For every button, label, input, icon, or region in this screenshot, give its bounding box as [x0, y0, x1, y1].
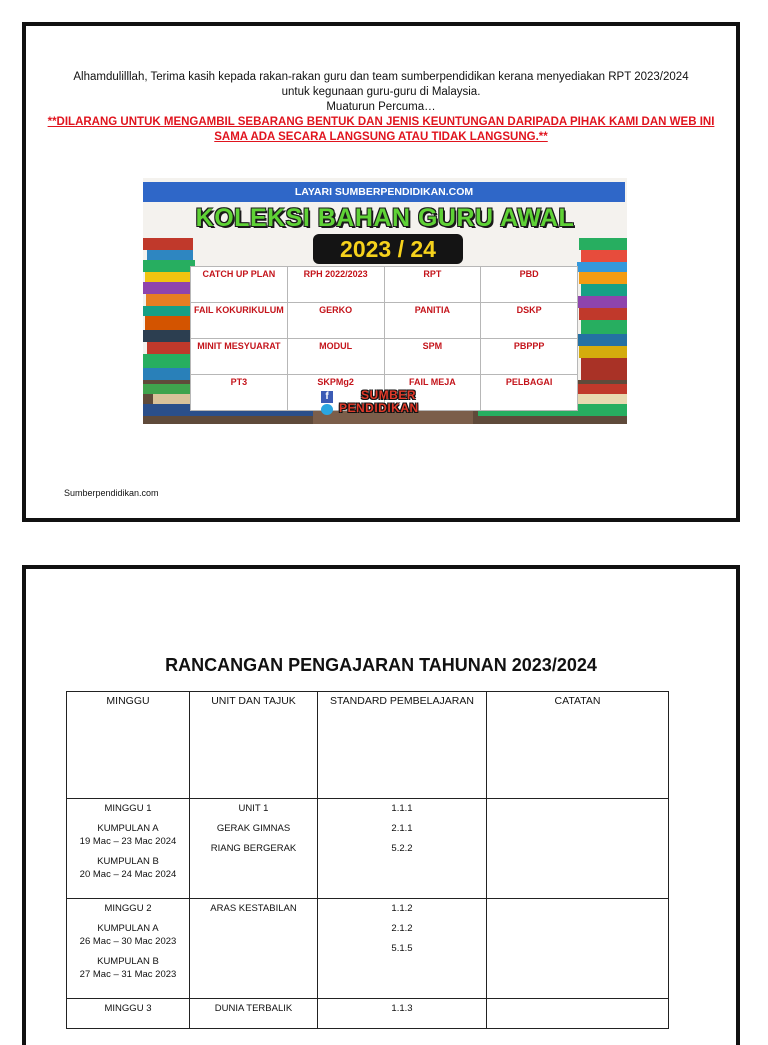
week-label: MINGGU 1 — [104, 803, 152, 814]
unit-cell — [190, 899, 318, 999]
header-catatan: CATATAN — [487, 692, 669, 799]
table-row — [67, 799, 669, 899]
banner-title: KOLEKSI BAHAN GURU AWAL — [195, 204, 575, 232]
group-b-label: KUMPULAN B — [97, 956, 159, 967]
banner-url-bar: LAYARI SUMBERPENDIDIKAN.COM — [143, 182, 625, 202]
table-row — [67, 999, 669, 1029]
grid-cell: MODUL — [287, 339, 384, 375]
unit-line: DUNIA TERBALIK — [214, 1003, 293, 1014]
intro-text — [26, 70, 736, 145]
sumber-pendidikan-logo — [321, 389, 459, 415]
header-unit: UNIT DAN TAJUK — [190, 692, 318, 799]
header-standard: STANDARD PEMBELAJARAN — [318, 692, 487, 799]
rpt-page — [22, 565, 740, 1045]
catatan-cell — [487, 999, 669, 1029]
standard-code: 2.1.1 — [391, 823, 413, 834]
group-b-date: 27 Mac – 31 Mac 2023 — [79, 969, 177, 980]
grid-cell: CATCH UP PLAN — [191, 267, 288, 303]
grid-row — [191, 267, 578, 303]
week-label: MINGGU 3 — [104, 1003, 152, 1014]
unit-line: RIANG BERGERAK — [210, 843, 297, 854]
grid-cell: PT3 — [191, 375, 288, 411]
grid-cell: DSKP — [481, 303, 578, 339]
grid-cell: FAIL MEJA — [384, 375, 481, 411]
grid-cell: GERKO — [287, 303, 384, 339]
footer-site: Sumberpendidikan.com — [64, 488, 159, 498]
minggu-cell — [67, 799, 190, 899]
standard-code: 1.1.2 — [391, 903, 413, 914]
unit-line: UNIT 1 — [238, 803, 269, 814]
standard-cell — [318, 999, 487, 1029]
facebook-icon: f — [321, 391, 333, 403]
grid-row — [191, 303, 578, 339]
grid-cell: SPM — [384, 339, 481, 375]
grid-cell: PELBAGAI — [481, 375, 578, 411]
standard-cell — [318, 899, 487, 999]
group-b-date: 20 Mac – 24 Mac 2024 — [79, 869, 177, 880]
grid-cell: MINIT MESYUARAT — [191, 339, 288, 375]
catatan-cell — [487, 799, 669, 899]
standard-code: 5.2.2 — [391, 843, 413, 854]
cover-page — [22, 22, 740, 522]
grid-row — [191, 339, 578, 375]
unit-cell — [190, 799, 318, 899]
logo-line-1: SUMBER — [361, 388, 417, 402]
banner-year: 2023 / 24 — [313, 234, 463, 264]
week-label: MINGGU 2 — [104, 903, 152, 914]
standard-code: 1.1.3 — [391, 1003, 413, 1014]
intro-line-2: untuk kegunaan guru-guru di Malaysia. — [281, 86, 481, 98]
group-a-label: KUMPULAN A — [97, 923, 159, 934]
table-row — [67, 899, 669, 999]
standard-code: 5.1.5 — [391, 943, 413, 954]
minggu-cell — [67, 999, 190, 1029]
grid-cell: SKPMg2 — [287, 375, 384, 411]
rpt-table — [66, 691, 669, 1029]
unit-line: GERAK GIMNAS — [216, 823, 291, 834]
grid-cell: FAIL KOKURIKULUM — [191, 303, 288, 339]
unit-cell — [190, 999, 318, 1029]
header-minggu: MINGGU — [67, 692, 190, 799]
warning-line-2: SAMA ADA SECARA LANGSUNG ATAU TIDAK LANGSUNG.** — [214, 131, 548, 143]
group-a-date: 26 Mac – 30 Mac 2023 — [79, 936, 177, 947]
table-header-row — [67, 692, 669, 799]
intro-line-1: Alhamdulilllah, Terima kasih kepada rakan-rakan guru dan team sumberpendidikan kerana menyediakan RPT 2023/2024 — [73, 71, 689, 83]
grid-cell: PBD — [481, 267, 578, 303]
grid-cell: RPH 2022/2023 — [287, 267, 384, 303]
standard-code: 1.1.1 — [391, 803, 413, 814]
catatan-cell — [487, 899, 669, 999]
grid-cell: PANITIA — [384, 303, 481, 339]
logo-line-2: PENDIDIKAN — [339, 401, 419, 415]
standard-code: 2.1.2 — [391, 923, 413, 934]
promo-banner — [143, 178, 627, 424]
group-a-label: KUMPULAN A — [97, 823, 159, 834]
group-b-label: KUMPULAN B — [97, 856, 159, 867]
grid-cell: RPT — [384, 267, 481, 303]
rpt-title: RANCANGAN PENGAJARAN TAHUNAN 2023/2024 — [165, 655, 597, 675]
grid-cell: PBPPP — [481, 339, 578, 375]
group-a-date: 19 Mac – 23 Mac 2024 — [79, 836, 177, 847]
unit-line: ARAS KESTABILAN — [210, 903, 297, 914]
standard-cell — [318, 799, 487, 899]
telegram-icon — [321, 404, 333, 415]
intro-line-3: Muaturun Percuma… — [326, 101, 436, 113]
minggu-cell — [67, 899, 190, 999]
warning-line-1: **DILARANG UNTUK MENGAMBIL SEBARANG BENTUK DAN JENIS KEUNTUNGAN DARIPADA PIHAK KAMI DAN WEB INI — [47, 116, 715, 128]
